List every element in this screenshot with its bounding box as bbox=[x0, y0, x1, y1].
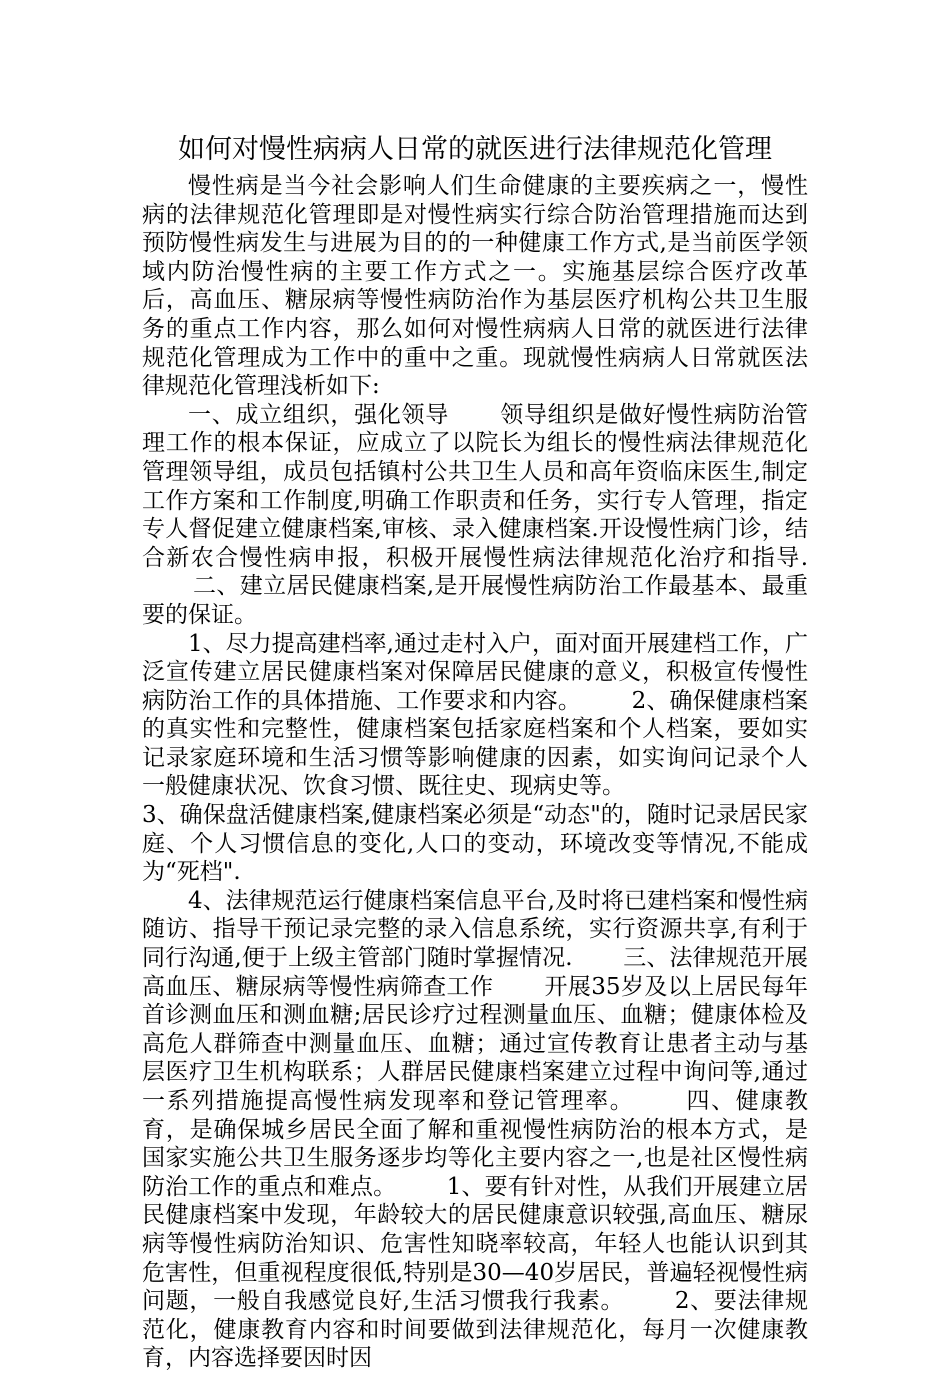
item-three-text: 3、确保盘活健康档案,健康档案必须是“动态"的，随时记录居民家庭、个人习惯信息的变化,人口的变动，环境改变等情况,不能成为“死档". bbox=[142, 802, 808, 886]
section-one-text: 领导组织是做好慢性病防治管理工作的根本保证，应成立了以院长为组长的慢性病法律规范化管理领导组，成员包括镇村公共卫生人员和高年资临床医生,制定工作方案和工作制度,明确工作职责和任务，实行专人管理，指定专人督促建立健康档案,审核、录入健康档案.开设慢性病门诊，结合新农合慢性病申报，积极开展慢性病法律规范化治疗和指导. bbox=[142, 401, 809, 571]
section-four-item-two-text: 2、要法律规范化，健康教育内容和时间要做到法律规范化，每月一次健康教育，内容选择要因时因 bbox=[142, 1288, 808, 1372]
intro-paragraph bbox=[142, 172, 808, 401]
section-four-item-one-text: 1、要有针对性，从我们开展建立居民健康档案中发现，年龄较大的居民健康意识较强,高血压、糖尿病等慢性病防治知识、危害性知晓率较高，年轻人也能认识到其危害性，但重视程度很低,特别是30—40岁居民，普遍轻视慢性病问题，一般自我感觉良好,生活习惯我行我素。 bbox=[142, 1173, 808, 1315]
intro-text: 慢性病是当今社会影响人们生命健康的主要疾病之一，慢性病的法律规范化管理即是对慢性病实行综合防治管理措施而达到预防慢性病发生与进展为目的的一种健康工作方式,是当前医学领域内防治慢性病的主要工作方式之一。实施基层综合医疗改革后，高血压、糖尿病等慢性病防治作为基层医疗机构公共卫生服务的重点工作内容，那么如何对慢性病病人日常的就医进行法律规范化管理成为工作中的重中之重。现就慢性病病人日常就医法律规范化管理浅析如下: bbox=[142, 173, 808, 400]
section-two-heading: 二、建立居民健康档案,是开展慢性病防治工作最基本、最重要的保证。 bbox=[142, 573, 808, 628]
document-title: 如何对慢性病病人日常的就医进行法律规范化管理 bbox=[178, 134, 772, 165]
section-one-heading: 一、成立组织，强化领导 bbox=[188, 401, 449, 428]
item-two-text: 2、确保健康档案的真实性和完整性，健康档案包括家庭档案和个人档案，要如实记录家庭环境和生活习惯等影响健康的因素，如实询问记录个人一般健康状况、饮食习惯、既往史、现病史等。 bbox=[142, 687, 809, 800]
item-four-text: 4、法律规范运行健康档案信息平台,及时将已建档案和慢性病随访、指导干预记录完整的录入信息系统，实行资源共享,有利于同行沟通,便于上级主管部门随时掌握情况. bbox=[142, 887, 808, 972]
item-three-paragraph bbox=[142, 801, 808, 887]
section-four-heading: 四、健康教育，是确保城乡居民全面了解和重视慢性病防治的根本方式，是国家实施公共卫生服务逐步均等化主要内容之一,也是社区慢性病防治工作的重点和难点。 bbox=[142, 1088, 809, 1200]
item-one-text: 1、尽力提高建档率,通过走村入户，面对面开展建档工作，广泛宣传建立居民健康档案对保障居民健康的意义，积极宣传慢性病防治工作的具体措施、工作要求和内容。 bbox=[142, 630, 808, 714]
section-one-paragraph bbox=[142, 401, 808, 630]
section-three-heading: 三、法律规范开展高血压、糖尿病等慢性病筛查工作 bbox=[142, 945, 809, 1000]
sections-three-four-paragraph bbox=[142, 887, 808, 1373]
section-three-text: 开展35岁及以上居民每年首诊测血压和测血糖;居民诊疗过程测量血压、血糖；健康体检及高危人群筛查中测量血压、血糖；通过宣传教育让患者主动与基层医疗卫生机构联系；人群居民健康档案建立过程中询问等,通过一系列措施提高慢性病发现率和登记管理率。 bbox=[142, 973, 808, 1114]
document-body bbox=[142, 172, 808, 1373]
section-two-items-paragraph bbox=[142, 630, 808, 802]
